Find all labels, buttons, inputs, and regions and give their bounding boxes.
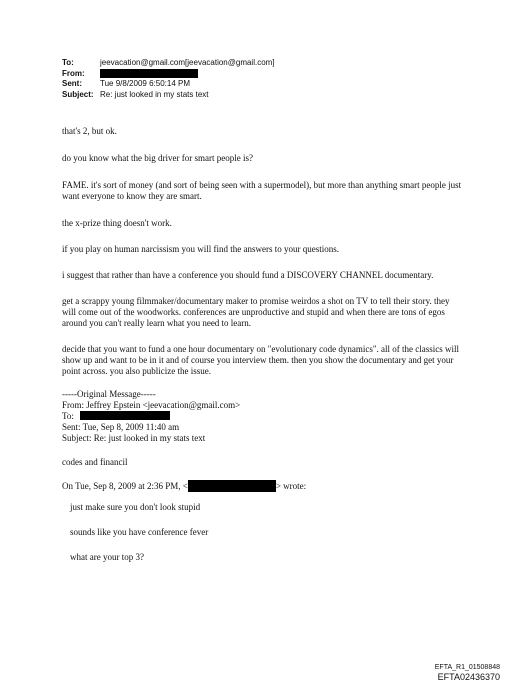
subject-row xyxy=(62,90,275,101)
wrote-prefix: On Tue, Sep 8, 2009 at 2:36 PM, < xyxy=(62,481,188,491)
sent-value: Tue 9/8/2009 6:50:14 PM xyxy=(100,79,190,88)
original-from: From: Jeffrey Epstein <jeevacation@gmail.com> xyxy=(62,400,241,410)
body-paragraph: get a scrappy young filmmaker/documentary maker to promise weirdos a shot on TV to tell their story. they will come out of the woodworks. conferences are unproductive and stupid and when there are tons of egos around you can't really learn what you need to learn. xyxy=(62,296,450,328)
sent-label: Sent: xyxy=(62,79,82,88)
wrote-suffix: > wrote: xyxy=(275,481,307,491)
original-to-label: To: xyxy=(62,411,74,421)
to-label: To: xyxy=(62,58,74,67)
quote-line: sounds like you have conference fever xyxy=(70,527,209,537)
redaction-bar xyxy=(80,411,170,420)
original-message xyxy=(62,389,462,491)
from-row xyxy=(62,69,275,80)
wrote-line xyxy=(62,480,462,491)
body-paragraph: FAME. it's sort of money (and sort of being seen with a supermodel), but more than anything smart people just want everyone to know they are smart. xyxy=(62,180,462,201)
original-to-row xyxy=(62,411,462,422)
original-subject: Subject: Re: just looked in my stats text xyxy=(62,433,206,443)
email-header xyxy=(62,58,275,100)
original-body: codes and financil xyxy=(62,457,128,467)
redaction-bar xyxy=(100,69,198,78)
body-paragraph: if you play on human narcissism you will find the answers to your questions. xyxy=(62,244,339,254)
redaction-bar xyxy=(188,480,276,492)
body-paragraph: do you know what the big driver for smart people is? xyxy=(62,153,253,163)
footer-id-1: EFTA_R1_01508848 xyxy=(434,664,500,671)
quoted-text xyxy=(70,502,450,563)
sent-row xyxy=(62,79,275,90)
to-row xyxy=(62,58,275,69)
footer-id-2: EFTA02436370 xyxy=(437,672,500,682)
subject-label: Subject: xyxy=(62,89,94,99)
document-footer xyxy=(435,663,500,683)
body-paragraph: i suggest that rather than have a conference you should fund a DISCOVERY CHANNEL documentary. xyxy=(62,270,434,280)
body-paragraph: the x-prize thing doesn't work. xyxy=(62,218,172,228)
email-body xyxy=(62,126,462,377)
from-label: From: xyxy=(62,68,85,78)
original-sent: Sent: Tue, Sep 8, 2009 11:40 am xyxy=(62,422,180,432)
subject-value: Re: just looked in my stats text xyxy=(100,89,209,99)
original-divider: -----Original Message----- xyxy=(62,389,156,399)
quote-line: what are your top 3? xyxy=(70,552,144,562)
to-value: jeevacation@gmail.com[jeevacation@gmail.com] xyxy=(100,58,275,67)
body-paragraph: decide that you want to fund a one hour documentary on "evolutionary code dynamics". all of the classics will show up and want to be in it and of course you interview them. then you show the documentary and get your point across. you also publicize the issue. xyxy=(62,344,459,376)
quote-line: just make sure you don't look stupid xyxy=(70,502,201,512)
body-paragraph: that's 2, but ok. xyxy=(62,126,117,136)
